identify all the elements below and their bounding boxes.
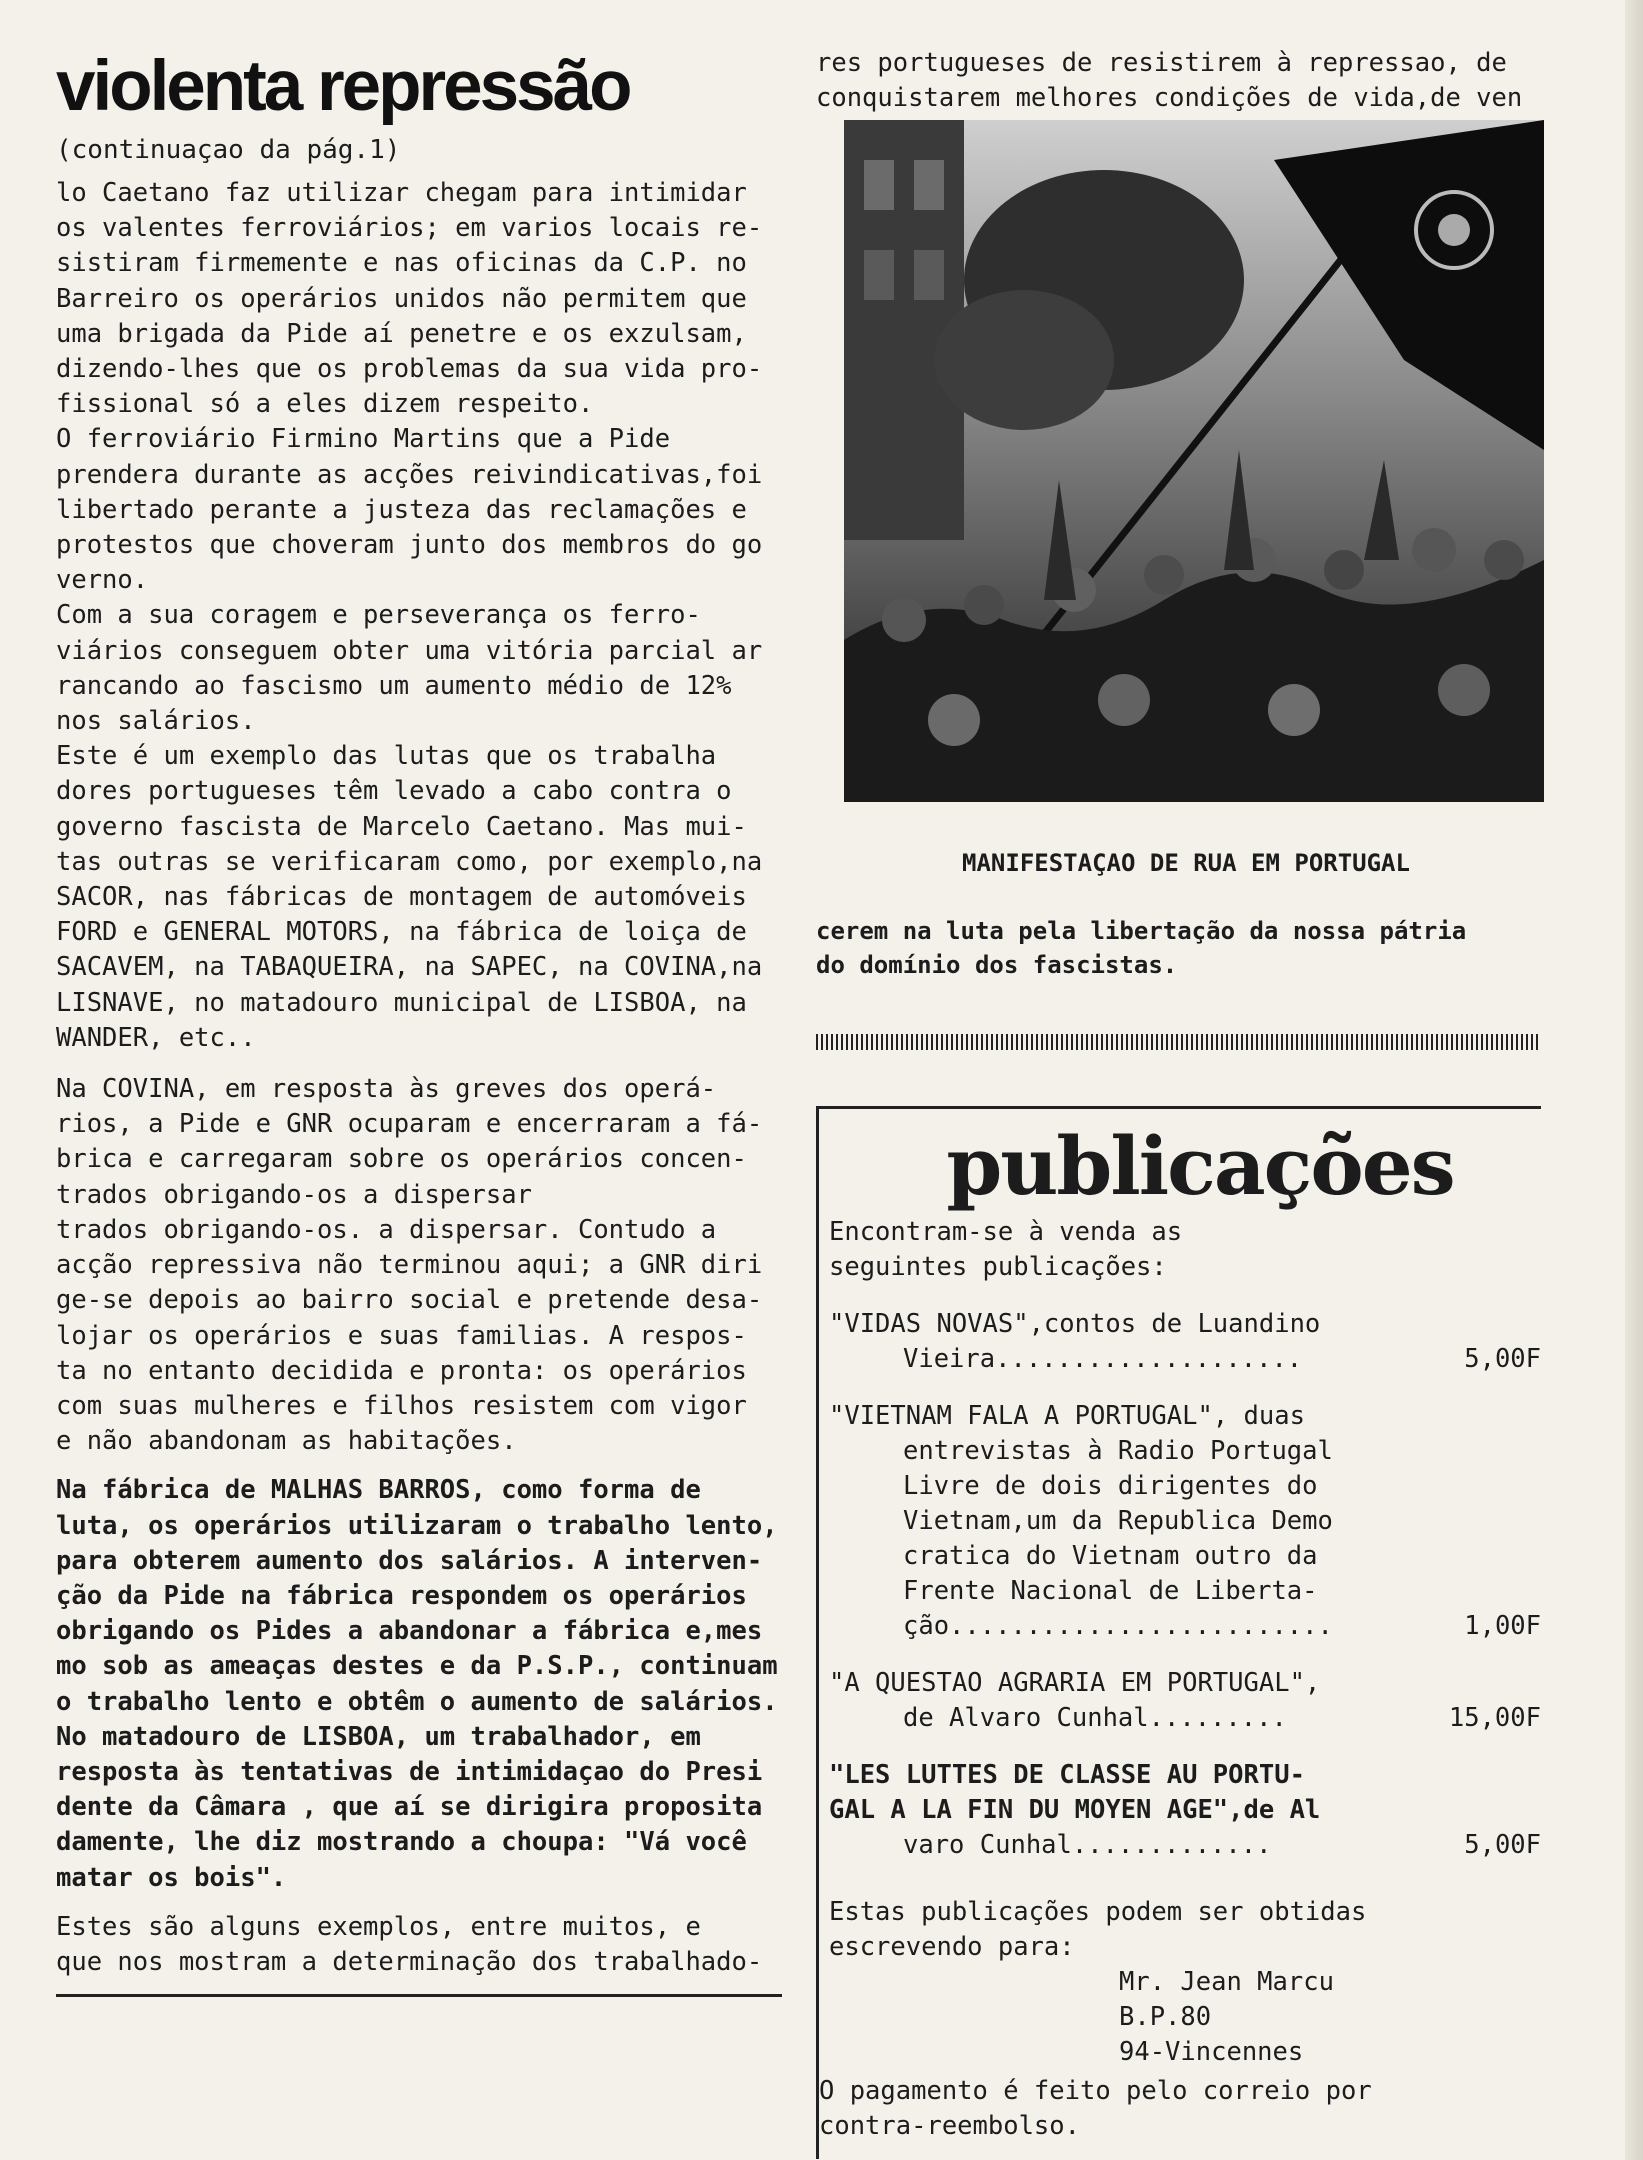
article-continuation: res portugueses de resistirem à repressao, de conquistarem melhores condições de vida,de ven (816, 48, 1523, 113)
publication-price: 5,00F (1464, 1344, 1541, 1374)
article-paragraph: Na COVINA, em resposta às greves dos operá- rios, a Pide e GNR ocuparam e encerraram a fá- brica e carregaram sobre os operários concen- trados obrigando-os a dispersar trados obrigando-os. a dispersar. Contudo a acção repressiva não terminou aqui; a GNR diri ge-se depois ao bairro social e pretende desa- lojar os operários e suas familias. A respos- ta no entanto decidida e pronta: os operários com suas mulheres e filhos resistem com vigor e não abandonam as habitações. (56, 1074, 763, 1457)
publication-price: 15,00F (1448, 1703, 1541, 1733)
publication-item (819, 1307, 1541, 1377)
photo-caption-title: MANIFESTAÇAO DE RUA EM PORTUGAL (962, 849, 1410, 877)
article-headline: violenta repressão (56, 47, 630, 126)
publication-title: "A QUESTAO AGRARIA EM PORTUGAL", (829, 1668, 1321, 1698)
publications-title: publicações (946, 1119, 1454, 1213)
page-edge (1625, 0, 1643, 2160)
publications-intro: Encontram-se à venda as seguintes publicações: (829, 1217, 1183, 1282)
publication-item (819, 1399, 1541, 1644)
publication-detail: de Alvaro Cunhal......... (903, 1703, 1287, 1733)
left-column (56, 47, 782, 1997)
publication-detail: Vieira.................... (903, 1344, 1303, 1374)
publication-detail: entrevistas à Radio Portugal Livre de dois dirigentes do Vietnam,um da Republica Demo cratica do Vietnam outro da Frente Nacional de Liberta- ção......................... (903, 1436, 1333, 1641)
publication-title: "LES LUTTES DE CLASSE AU PORTU- GAL A LA FIN DU MOYEN AGE",de Al (829, 1760, 1321, 1825)
right-column (816, 46, 1556, 2159)
continuation-note: (continuaçao da pág.1) (56, 135, 401, 165)
article-paragraph: Com a sua coragem e perseverança os ferro- viários conseguem obter uma vitória parcial ar rancando ao fascismo um aumento médio de 12% nos salários. (56, 600, 763, 737)
article-paragraph: Este é um exemplo das lutas que os trabalha dores portugueses têm levado a cabo contra o governo fascista de Marcelo Caetano. Mas mui- tas outras se verificaram como, por exemplo,na SACOR, nas fábricas de montagem de automóveis FORD e GENERAL MOTORS, na fábrica de loiça de SACAVEM, na TABAQUEIRA, na SAPEC, na COVINA,na LISNAVE, no matadouro municipal de LISBOA, na WANDER, etc.. (56, 741, 763, 1053)
publication-item (819, 1666, 1541, 1736)
photo-caption (816, 812, 1556, 1016)
publication-price: 1,00F (1464, 1611, 1541, 1641)
publications-order-note: Estas publicações podem ser obtidas escrevendo para: (829, 1897, 1367, 1962)
article-paragraph: O ferroviário Firmino Martins que a Pide prendera durante as acções reivindicativas,foi libertado perante a justeza das reclamações e protestos que choveram junto dos membros do go verno. (56, 424, 763, 596)
caption-continuation-text: cerem na luta pela libertação da nossa pátria do domínio dos fascistas. (816, 917, 1467, 979)
article-paragraph: lo Caetano faz utilizar chegam para intimidar os valentes ferroviários; em varios locais re- sistiram firmemente e nas oficinas da C.P. no Barreiro os operários unidos não permitem que uma brigada da Pide aí penetre e os exzulsam, dizendo-lhes que os problemas da sua vida pro- fissional só a eles dizem respeito. (56, 178, 763, 420)
publication-title: "VIETNAM FALA A PORTUGAL", duas (829, 1401, 1305, 1431)
publication-item (819, 1758, 1541, 1863)
article-paragraph: Estes são alguns exemplos, entre muitos, e que nos mostram a determinação dos trabalhado- (56, 1911, 763, 1977)
payment-note: O pagamento é feito pelo correio por contra-reembolso. (819, 2076, 1372, 2141)
article-paragraph-bold: Na fábrica de MALHAS BARROS, como forma de luta, os operários utilizaram o trabalho lento, para obterem aumento dos salários. A interven- ção da Pide na fábrica respondem os operários obrigando os Pides a abandonar a fábrica e,mes mo sob as ameaças destes e da P.S.P., continuam o trabalho lento e obtêm o aumento de salários. No matadouro de LISBOA, um trabalhador, em resposta às tentativas de intimidaçao do Presi dente da Câmara , que aí se dirigira proposita damente, lhe diz mostrando a choupa: "Vá você matar os bois". (56, 1475, 778, 1893)
hatched-divider (816, 1034, 1540, 1050)
demonstration-photo (844, 120, 1544, 802)
street-demonstration-image (844, 120, 1544, 802)
publications-box (816, 1106, 1541, 2159)
publication-price: 5,00F (1464, 1830, 1541, 1860)
publication-title: "VIDAS NOVAS",contos de Luandino (829, 1309, 1321, 1339)
column-end-rule (56, 1994, 782, 1997)
publication-detail: varo Cunhal............. (903, 1830, 1272, 1860)
order-address: Mr. Jean Marcu B.P.80 94-Vincennes (1119, 1967, 1334, 2067)
